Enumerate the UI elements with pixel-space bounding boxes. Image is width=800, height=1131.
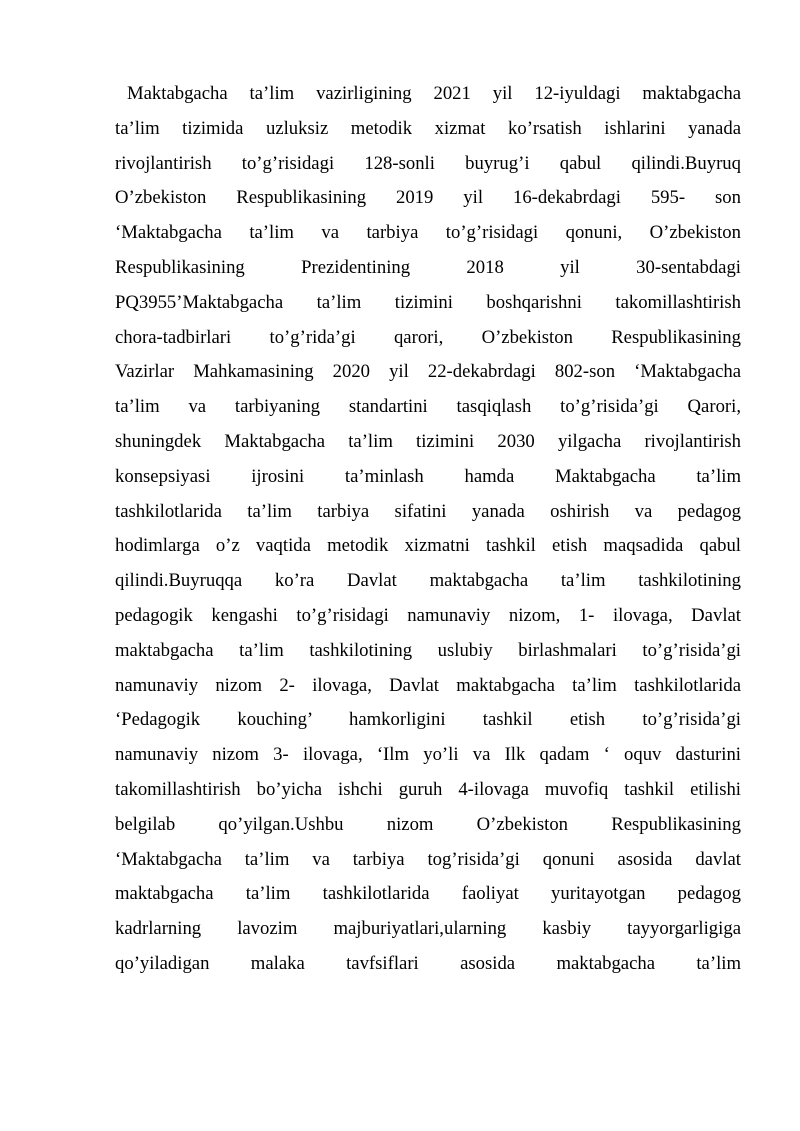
paragraph-line-3: rivojlantirish to’g’risidagi 128-sonli buyrug’i qabul qilindi.Buyruq — [115, 152, 741, 174]
paragraph-line-6: Respublikasining Prezidentining 2018 yil 30-sentabdagi — [115, 256, 741, 278]
paragraph-line-7: PQ3955’Maktabgacha ta’lim tizimini boshqarishni takomillashtirish — [115, 291, 741, 313]
paragraph-line-20: namunaviy nizom 3- ilovaga, ‘Ilm yo’li va Ilk qadam ‘ oquv dasturini — [115, 744, 741, 766]
paragraph-line-18: namunaviy nizom 2- ilovaga, Davlat maktabgacha ta’lim tashkilotlarida — [115, 674, 741, 696]
paragraph-line-10: ta’lim va tarbiyaning standartini tasqiqlash to’g’risida’gi Qarori, — [115, 396, 741, 418]
paragraph-line-26: qo’yiladigan malaka tavfsiflari asosida maktabgacha ta’lim — [115, 952, 741, 974]
paragraph-line-22: belgilab qo’yilgan.Ushbu nizom O’zbekiston Respublikasining — [115, 813, 741, 835]
paragraph-line-23: ‘Maktabgacha ta’lim va tarbiya tog’risida’gi qonuni asosida davlat — [115, 848, 741, 870]
paragraph-line-21: takomillashtirish bo’yicha ishchi guruh 4-ilovaga muvofiq tashkil etilishi — [115, 778, 741, 800]
paragraph-line-8: chora-tadbirlari to’g’rida’gi qarori, O’zbekiston Respublikasining — [115, 326, 741, 348]
paragraph-line-11: shuningdek Maktabgacha ta’lim tizimini 2030 yilgacha rivojlantirish — [115, 430, 741, 452]
paragraph-line-5: ‘Maktabgacha ta’lim va tarbiya to’g’risidagi qonuni, O’zbekiston — [115, 222, 741, 244]
paragraph-line-13: tashkilotlarida ta’lim tarbiya sifatini yanada oshirish va pedagog — [115, 500, 741, 522]
paragraph-line-16: pedagogik kengashi to’g’risidagi namunaviy nizom, 1- ilovaga, Davlat — [115, 604, 741, 626]
paragraph-line-4: O’zbekiston Respublikasining 2019 yil 16-dekabrdagi 595- son — [115, 187, 741, 209]
paragraph-line-2: ta’lim tizimida uzluksiz metodik xizmat ko’rsatish ishlarini yanada — [115, 117, 741, 139]
paragraph-line-25: kadrlarning lavozim majburiyatlari,ularning kasbiy tayyorgarligiga — [115, 918, 741, 940]
paragraph-line-14: hodimlarga o’z vaqtida metodik xizmatni tashkil etish maqsadida qabul — [115, 535, 741, 557]
body-paragraph — [115, 77, 741, 982]
paragraph-line-19: ‘Pedagogik kouching’ hamkorligini tashkil etish to’g’risida’gi — [115, 709, 741, 731]
paragraph-line-17: maktabgacha ta’lim tashkilotining uslubiy birlashmalari to’g’risida’gi — [115, 639, 741, 661]
paragraph-line-12: konsepsiyasi ijrosini ta’minlash hamda Maktabgacha ta’lim — [115, 465, 741, 487]
paragraph-line-1: Maktabgacha ta’lim vazirligining 2021 yil 12-iyuldagi maktabgacha — [127, 83, 741, 104]
paragraph-line-15: qilindi.Buyruqqa ko’ra Davlat maktabgacha ta’lim tashkilotining — [115, 570, 741, 592]
paragraph-line-9: Vazirlar Mahkamasining 2020 yil 22-dekabrdagi 802-son ‘Maktabgacha — [115, 361, 741, 383]
paragraph-line-24: maktabgacha ta’lim tashkilotlarida faoliyat yuritayotgan pedagog — [115, 883, 741, 905]
